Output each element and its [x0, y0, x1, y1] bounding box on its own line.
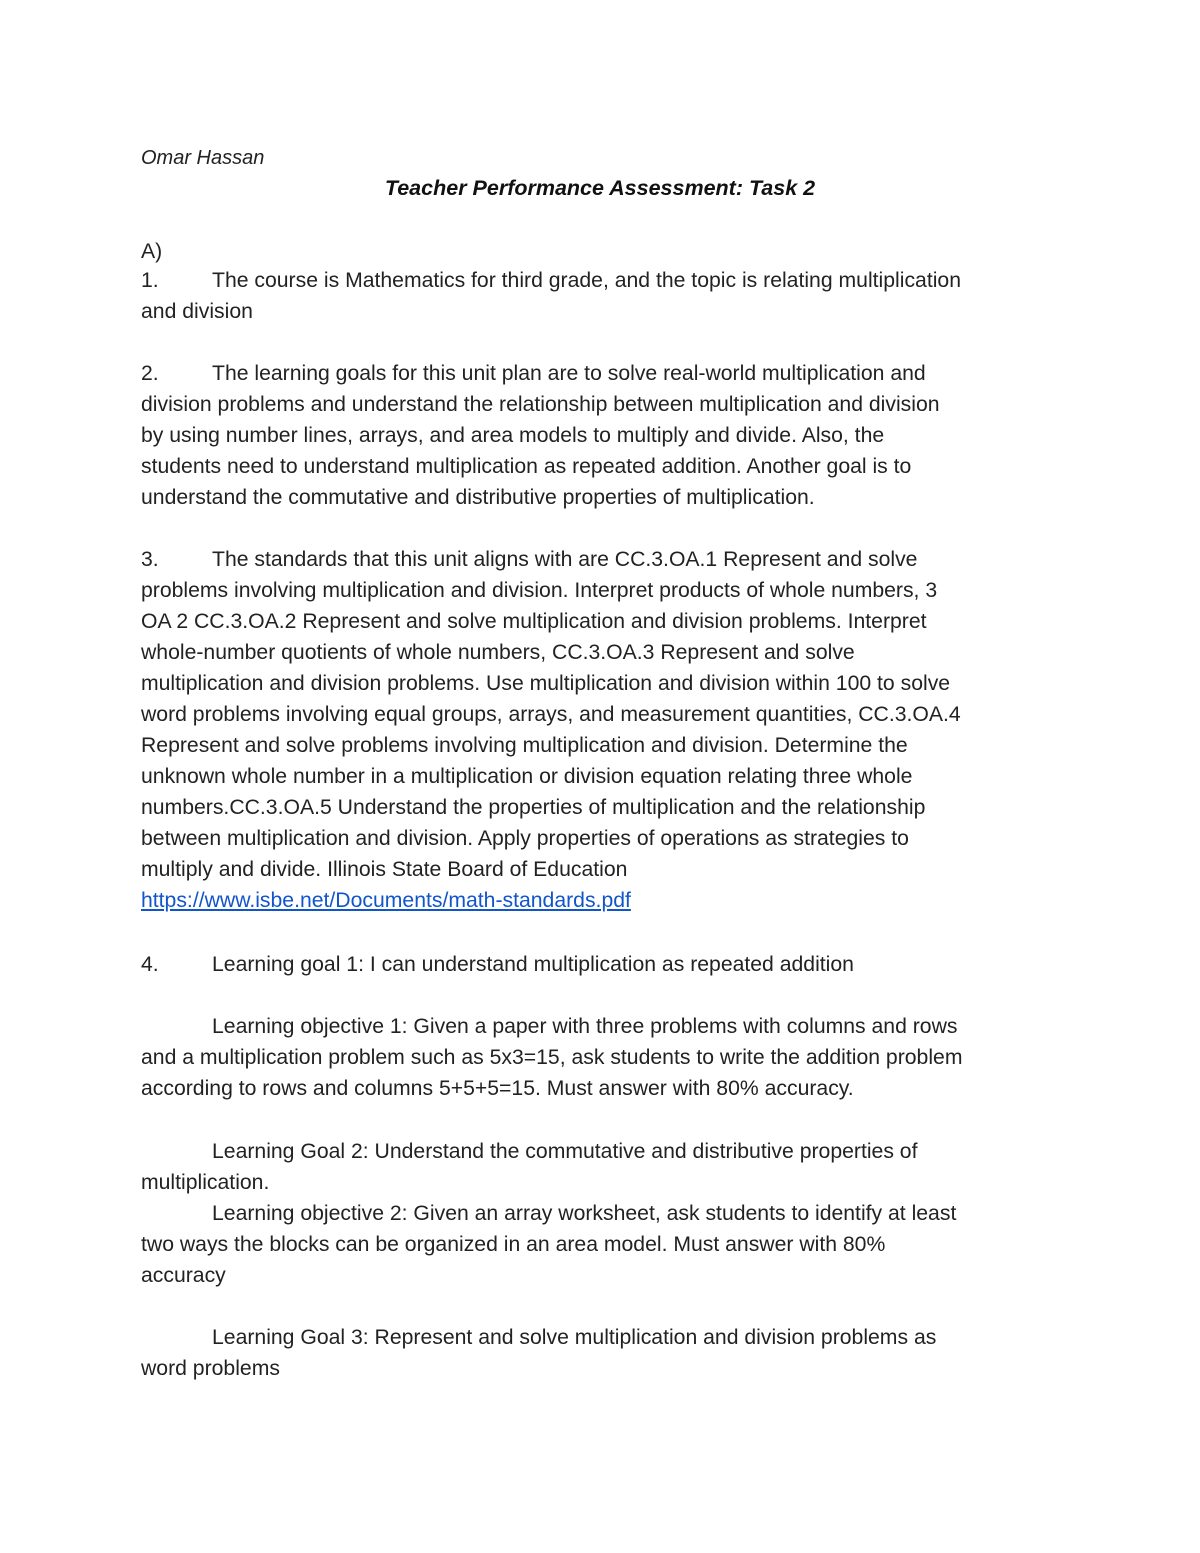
item-3-line-2: problems involving multiplication and division. Interpret products of whole numbers, 3 [141, 579, 938, 602]
objective-2-line-2: two ways the blocks can be organized in an area model. Must answer with 80% [141, 1233, 886, 1256]
item-3-line-11: multiply and divide. Illinois State Board of Education [141, 858, 628, 881]
objective-2-line-1: Learning objective 2: Given an array worksheet, ask students to identify at least [212, 1202, 957, 1225]
objective-1-line-3: according to rows and columns 5+5+5=15. Must answer with 80% accuracy. [141, 1077, 854, 1100]
goal-2-line-2: multiplication. [141, 1171, 270, 1194]
document-title: Teacher Performance Assessment: Task 2 [384, 176, 816, 200]
item-4 [141, 949, 1076, 980]
goal-3-line-1: Learning Goal 3: Represent and solve multiplication and division problems as [212, 1326, 937, 1349]
item-2-line-5: understand the commutative and distributive properties of multiplication. [141, 486, 815, 509]
standards-link[interactable]: https://www.isbe.net/Documents/math-standards.pdf [141, 889, 631, 912]
item-3-line-6: word problems involving equal groups, arrays, and measurement quantities, CC.3.OA.4 [141, 703, 961, 726]
item-1-line-1: The course is Mathematics for third grade, and the topic is relating multiplication [212, 269, 961, 292]
item-2-line-1: The learning goals for this unit plan are to solve real-world multiplication and [212, 362, 926, 385]
item-2 [141, 358, 1076, 513]
item-3-line-10: between multiplication and division. Apply properties of operations as strategies to [141, 827, 909, 850]
item-3-line-1: The standards that this unit aligns with are CC.3.OA.1 Represent and solve [212, 548, 918, 571]
item-1 [141, 265, 1076, 327]
item-2-line-3: by using number lines, arrays, and area models to multiply and divide. Also, the [141, 424, 885, 447]
goal-3-line-2: word problems [141, 1357, 280, 1380]
goal-2-line-1: Learning Goal 2: Understand the commutative and distributive properties of [212, 1140, 918, 1163]
learning-objective-1 [141, 1011, 1076, 1104]
learning-goal-1: Learning goal 1: I can understand multiplication as repeated addition [212, 953, 854, 976]
item-2-line-2: division problems and understand the relationship between multiplication and division [141, 393, 940, 416]
learning-goal-2 [141, 1136, 1076, 1198]
learning-goal-3 [141, 1322, 1076, 1384]
item-1-line-2: and division [141, 300, 253, 323]
author-name: Omar Hassan [141, 147, 265, 169]
item-3-line-8: unknown whole number in a multiplication or division equation relating three whole [141, 765, 913, 788]
item-3-line-5: multiplication and division problems. Use multiplication and division within 100 to solve [141, 672, 951, 695]
item-3-line-9: numbers.CC.3.OA.5 Understand the properties of multiplication and the relationship [141, 796, 926, 819]
learning-objective-2 [141, 1198, 1076, 1291]
item-3-line-7: Represent and solve problems involving multiplication and division. Determine the [141, 734, 908, 757]
objective-1-line-2: and a multiplication problem such as 5x3=15, ask students to write the addition problem [141, 1046, 963, 1069]
item-3 [141, 544, 1076, 916]
item-2-line-4: students need to understand multiplication as repeated addition. Another goal is to [141, 455, 912, 478]
objective-2-line-3: accuracy [141, 1264, 226, 1287]
objective-1-line-1: Learning objective 1: Given a paper with three problems with columns and rows [212, 1015, 958, 1038]
item-3-line-3: OA 2 CC.3.OA.2 Represent and solve multiplication and division problems. Interpret [141, 610, 927, 633]
item-3-line-4: whole-number quotients of whole numbers, CC.3.OA.3 Represent and solve [141, 641, 855, 664]
item-4-number: 4. [141, 953, 159, 976]
item-2-number: 2. [141, 362, 159, 385]
item-1-number: 1. [141, 269, 159, 292]
section-label: A) [141, 240, 163, 263]
item-3-number: 3. [141, 548, 159, 571]
